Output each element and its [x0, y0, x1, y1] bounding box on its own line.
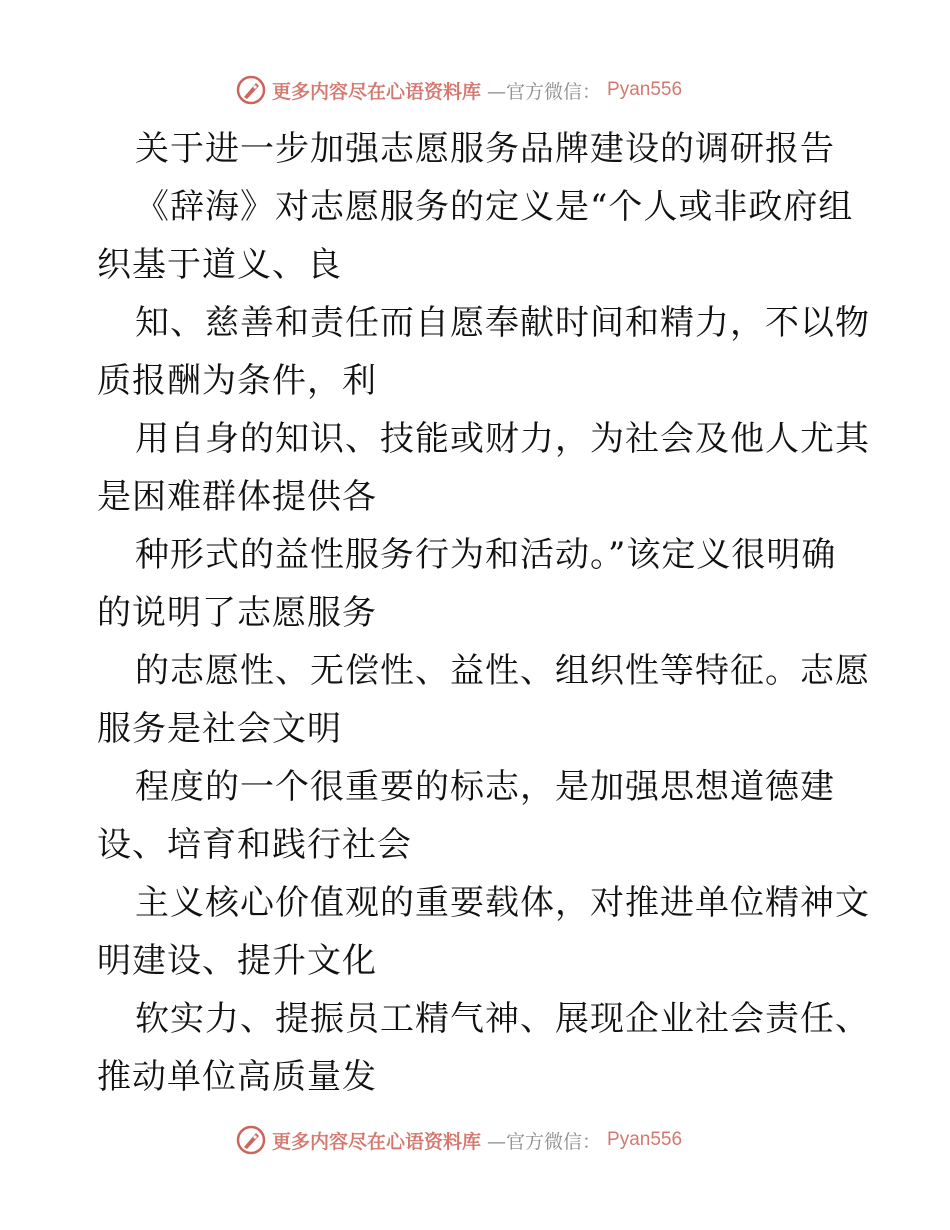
paragraph-line: 明建设、提升文化 [97, 941, 377, 981]
watermark-separator-text: —官方微信： [487, 1130, 602, 1153]
paragraph-line: 用自身的知识、技能或财力，为社会及他人尤其 [135, 419, 870, 459]
paragraph-line: 是困难群体提供各 [97, 477, 377, 517]
paragraph-line: 软实力、提振员工精气神、展现企业社会责任、 [135, 999, 870, 1039]
pen-nib-logo-icon [236, 1125, 266, 1155]
watermark-account-text: Pyan556 [607, 79, 683, 100]
paragraph-line: 的说明了志愿服务 [97, 593, 377, 633]
paragraph-line: 《辞海》对志愿服务的定义是“个人或非政府组 [135, 187, 854, 227]
paragraph-line: 主义核心价值观的重要载体，对推进单位精神文 [135, 883, 870, 923]
paragraph-line: 种形式的益性服务行为和活动。”该定义很明确 [135, 535, 837, 575]
watermark-site-text: 更多内容尽在心语资料库 [272, 80, 482, 103]
paragraph-line: 织基于道义、良 [97, 245, 342, 285]
paragraph-line: 质报酬为条件，利 [97, 361, 377, 401]
pen-nib-logo-icon [236, 75, 266, 105]
paragraph-line: 设、培育和践行社会 [97, 825, 412, 865]
header-watermark [236, 73, 736, 107]
paragraph-line: 的志愿性、无偿性、益性、组织性等特征。志愿 [135, 651, 870, 691]
paragraph-line: 知、慈善和责任而自愿奉献时间和精力，不以物 [135, 303, 870, 343]
watermark-site-text: 更多内容尽在心语资料库 [272, 1130, 482, 1153]
watermark-separator-text: —官方微信： [487, 80, 602, 103]
paragraph-line: 程度的一个很重要的标志，是加强思想道德建 [135, 767, 835, 807]
footer-watermark [236, 1123, 736, 1157]
paragraph-line: 服务是社会文明 [97, 709, 342, 749]
document-title: 关于进一步加强志愿服务品牌建设的调研报告 [135, 129, 835, 169]
paragraph-line: 推动单位高质量发 [97, 1057, 377, 1097]
watermark-account-text: Pyan556 [607, 1129, 683, 1150]
